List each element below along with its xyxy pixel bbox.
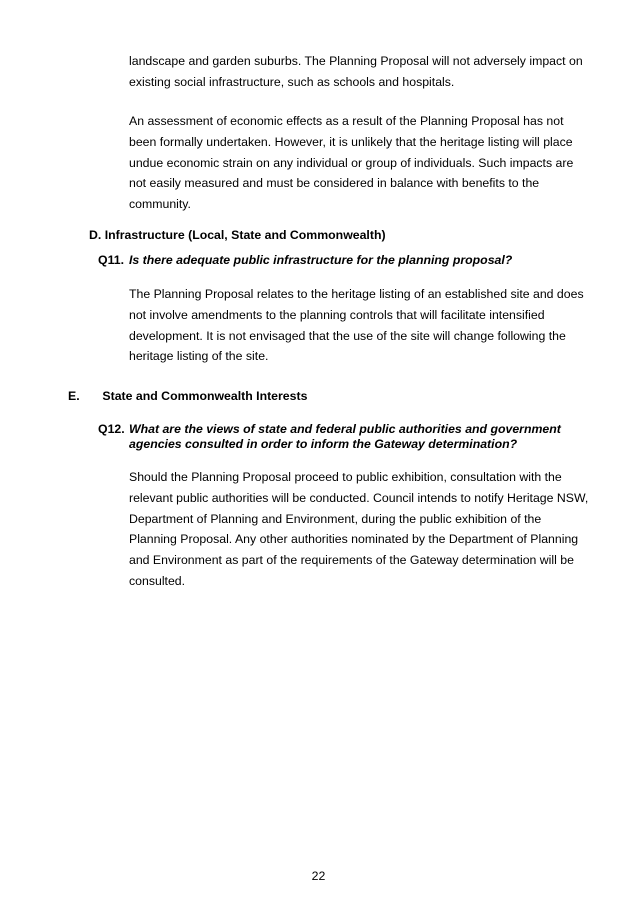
question-q12-text: What are the views of state and federal public authorities and government agencies consulted in order to inform the Gateway determination?	[129, 422, 561, 451]
question-q12-number: Q12.	[98, 422, 125, 436]
paragraph-consultation: Should the Planning Proposal proceed to public exhibition, consultation with the relevant public authorities will be conducted. Council intends to notify Heritage NSW, Department of Planning and Environment, during the public exhibition of the Planning Proposal. Any other authorities nominated by the Department of Planning and Environment as part of the requirements of the Gateway determination will be consulted.	[129, 470, 589, 588]
question-q11-text: Is there adequate public infrastructure for the planning proposal?	[129, 253, 513, 267]
paragraph-infrastructure: The Planning Proposal relates to the heritage listing of an established site and does not involve amendments to the planning controls that will facilitate intensified development. It is not envisaged that the use of the site will change following the heritage listing of the site.	[129, 287, 584, 364]
question-q11	[98, 253, 588, 268]
section-e-title: State and Commonwealth Interests	[102, 389, 308, 403]
section-d-letter: D.	[89, 228, 102, 242]
page-number: 22	[311, 869, 326, 883]
paragraph-economic-effects: An assessment of economic effects as a result of the Planning Proposal has not been formally undertaken. However, it is unlikely that the heritage listing will place undue economic strain on any individual or group of individuals. Such impacts are not easily measured and must be considered in balance with benefits to the community.	[129, 114, 574, 212]
section-e-letter: E.	[68, 389, 80, 403]
paragraph-social-impact: landscape and garden suburbs. The Planning Proposal will not adversely impact on existing social infrastructure, such as schools and hospitals.	[129, 54, 583, 89]
section-d-title: Infrastructure (Local, State and Commonwealth)	[104, 228, 386, 242]
question-q11-number: Q11.	[98, 253, 124, 267]
question-q12	[98, 422, 588, 451]
section-e-heading	[68, 388, 307, 404]
section-d-heading	[89, 227, 386, 243]
